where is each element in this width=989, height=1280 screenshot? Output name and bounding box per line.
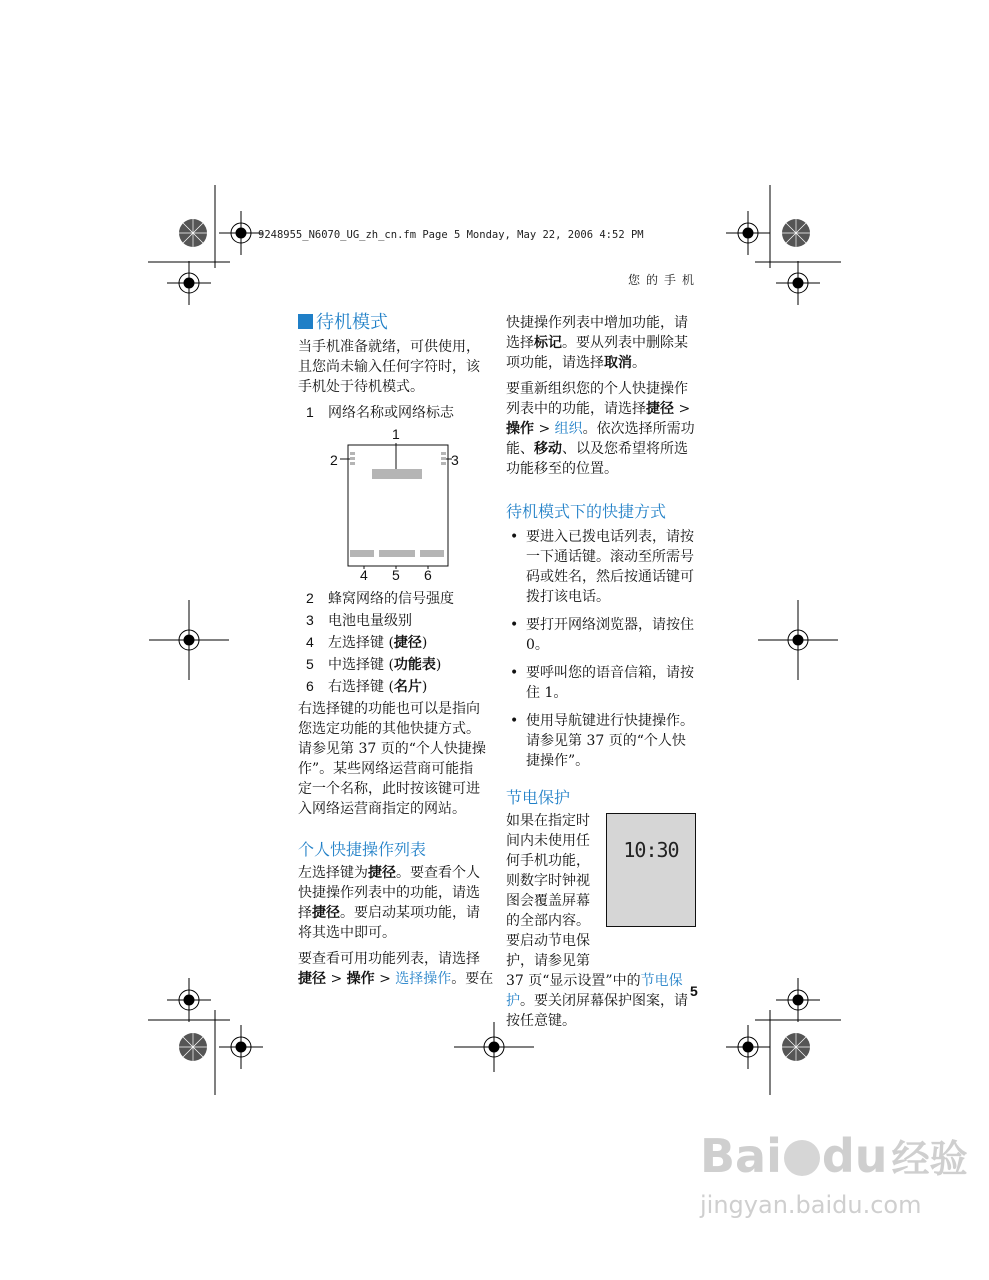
running-title: 您的手机: [628, 273, 701, 287]
page-number: 5: [690, 983, 698, 999]
figure-callout: 1: [392, 426, 400, 442]
select-options-link[interactable]: 选择操作: [395, 971, 452, 987]
section-title-personal-shortcuts: 个人快捷操作列表: [298, 840, 427, 859]
digital-clock: 10:30: [623, 838, 679, 862]
file-header: 9248955_N6070_UG_zh_cn.fm Page 5 Monday, May 22, 2006 4:52 PM: [258, 229, 644, 241]
clock-screen-figure: [606, 813, 696, 927]
paw-icon: [784, 1140, 820, 1176]
power-saver-block: [506, 811, 706, 1031]
left-column: [298, 311, 498, 989]
baidu-watermark: [700, 1129, 968, 1260]
right-key-paragraph: 右选择键的功能也可以是指向 您选定功能的其他快捷方式。 请参见第 37 页的“个人快捷操 作”。某些网络运营商可能指 定一个名称，此时按该键可进 入网络运营商指定的网站。: [298, 701, 486, 817]
standby-intro: 当手机准备就绪，可供使用， 且您尚未输入任何字符时，该 手机处于待机模式。: [298, 339, 480, 395]
shortcuts-paragraph-1: 左选择键为捷径。要查看个人 快捷操作列表中的功能，请选 择捷径。要启动某项功能，请 将其选中即可。: [298, 865, 480, 941]
list-item: 2 蜂窝网络的信号强度: [306, 590, 454, 607]
figure-callout: 6: [424, 567, 432, 583]
figure-callout: 4: [360, 567, 368, 583]
square-bullet-icon: [298, 314, 313, 329]
list-item: 5 中选择键 (功能表): [306, 656, 442, 673]
list-item: • 要呼叫您的语音信箱，请按 住 1。: [506, 663, 706, 703]
figure-callout: 2: [330, 452, 338, 468]
list-item: 3 电池电量级别: [306, 612, 412, 629]
continued-paragraph: 快捷操作列表中增加功能，请 选择标记。要从列表中删除某 项功能，请选择取消。: [506, 315, 688, 371]
section-title-power-saver: 节电保护: [506, 788, 571, 807]
list-item: • 要打开网络浏览器，请按住 0。: [506, 615, 706, 655]
list-item: 4 左选择键 (捷径): [306, 634, 428, 651]
figure-callout: 5: [392, 567, 400, 583]
organize-link[interactable]: 组织: [554, 421, 583, 437]
watermark-logo: Bai du 经验: [700, 1129, 968, 1183]
right-column: [506, 313, 706, 1031]
power-saver-link[interactable]: 节电保: [640, 973, 683, 989]
section-title-standby-shortcuts: 待机模式下的快捷方式: [506, 502, 667, 521]
section-title-standby: 待机模式: [298, 311, 498, 335]
shortcut-bullets: [506, 527, 706, 771]
reorganize-paragraph: 要重新组织您的个人快捷操作 列表中的功能，请选择捷径 > 操作 > 组织。依次选择所需功 能、移动、以及您希望将所选 功能移至的位置。: [506, 381, 695, 477]
list-item: • 使用导航键进行快捷操作。 请参见第 37 页的“个人快 捷操作”。: [506, 711, 706, 771]
standby-screen-figure: [298, 425, 498, 583]
watermark-url: jingyan.baidu.com: [700, 1191, 922, 1219]
list-item: 6 右选择键 (名片): [306, 678, 428, 695]
list-item: • 要进入已拨电话列表，请按 一下通话键。滚动至所需号 码或姓名，然后按通话键可 拨打该电话。: [506, 527, 706, 607]
figure-callout: 3: [451, 452, 459, 468]
legend-list: [298, 587, 498, 697]
list-item: 1 网络名称或网络标志: [306, 404, 454, 421]
power-saver-link[interactable]: 护: [506, 993, 520, 1009]
shortcuts-paragraph-2: 要查看可用功能列表，请选择 捷径 > 操作 > 选择操作。要在: [298, 951, 494, 987]
power-saver-text: 如果在指定时 间内未使用任 何手机功能， 则数字时钟视 图会覆盖屏幕 的全部内容。 要启动节电保 护，请参见第 37 页“显示设置”中的节电保 护。要关闭屏幕保护图案，请 按任意键。: [506, 813, 688, 1029]
